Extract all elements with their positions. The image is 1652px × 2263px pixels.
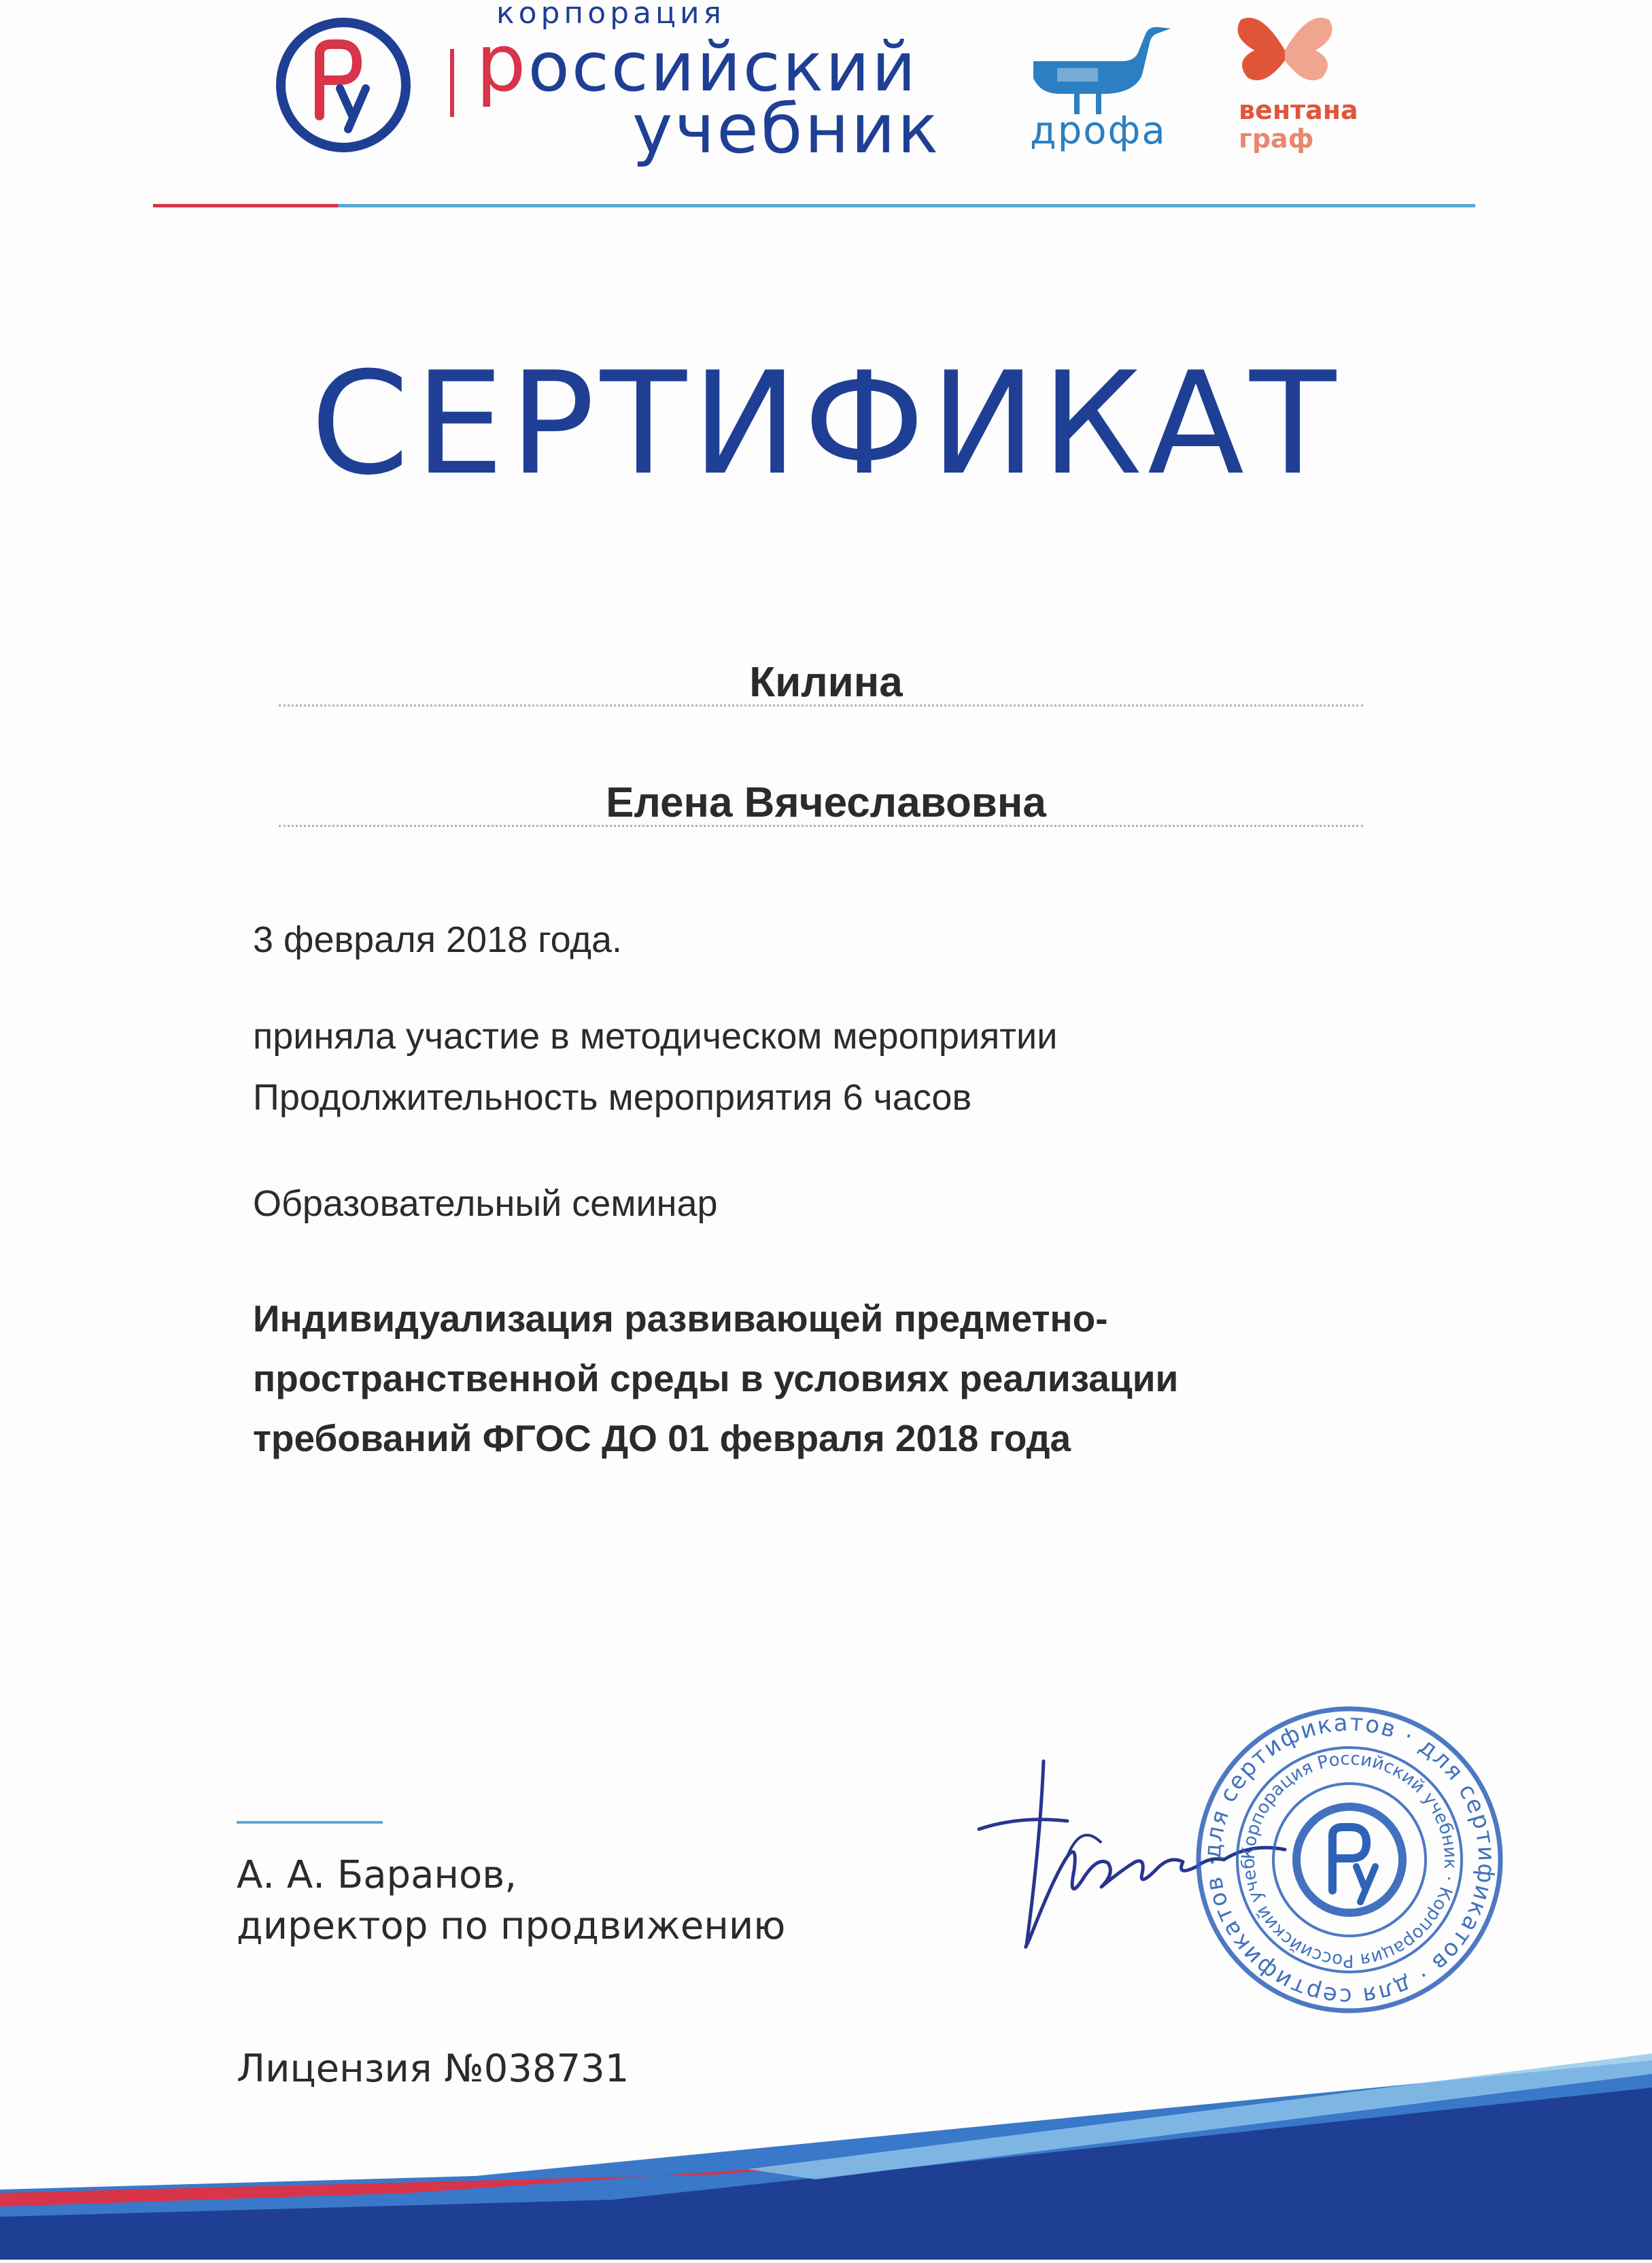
event-type: Образовательный семинар [253, 1183, 718, 1224]
certificate-title: СЕРТИФИКАТ [310, 342, 1342, 507]
recipient-given-names: Елена Вячеславовна [606, 779, 1046, 826]
event-date: 3 февраля 2018 года. [253, 919, 623, 960]
given-names-underline [279, 825, 1363, 829]
drofa-bird-icon [1020, 14, 1176, 116]
company-stamp [1193, 1703, 1506, 2016]
event-topic [253, 1289, 1477, 1468]
surname-underline [279, 704, 1363, 709]
signature-accent-line [237, 1821, 383, 1824]
topic-line: Индивидуализация развивающей предметно- [253, 1297, 1108, 1340]
ventana-logo-subtext: граф [1239, 124, 1314, 154]
topic-line: пространственной среды в условиях реализации [253, 1357, 1179, 1399]
signer-title: директор по продвижению [237, 1904, 786, 1948]
header-divider [153, 204, 1475, 207]
duration-text: Продолжительность мероприятия 6 часов [253, 1077, 972, 1118]
corp-name-line1-rest: оссийский [528, 27, 918, 107]
ventana-butterfly-icon [1234, 10, 1336, 95]
recipient-surname: Килина [749, 659, 903, 706]
drofa-logo-text: дрофа [1030, 109, 1167, 153]
footer-decorative-band [0, 2054, 1652, 2260]
license-number: Лицензия №038731 [237, 2047, 630, 2091]
ventana-logo-text: вентана [1239, 95, 1358, 125]
participation-text: приняла участие в методическом мероприятии [253, 1016, 1058, 1057]
topic-line: требований ФГОС ДО 01 февраля 2018 года [253, 1417, 1071, 1459]
corp-name-line2: учебник [632, 89, 941, 169]
ru-logo-icon [272, 14, 415, 156]
corp-name-first-letter: р [476, 18, 528, 109]
stamp-inner-text: Корпорация Российский учебник · Корпорация Российский учеб [1238, 1748, 1461, 1971]
stamp-outer-text: для сертификатов · для сертификатов · для сертификатов · [1199, 1709, 1500, 2011]
logo-divider [450, 49, 454, 117]
signer-name: А. А. Баранов, [237, 1853, 517, 1897]
corp-small-label: корпорация [496, 0, 726, 31]
